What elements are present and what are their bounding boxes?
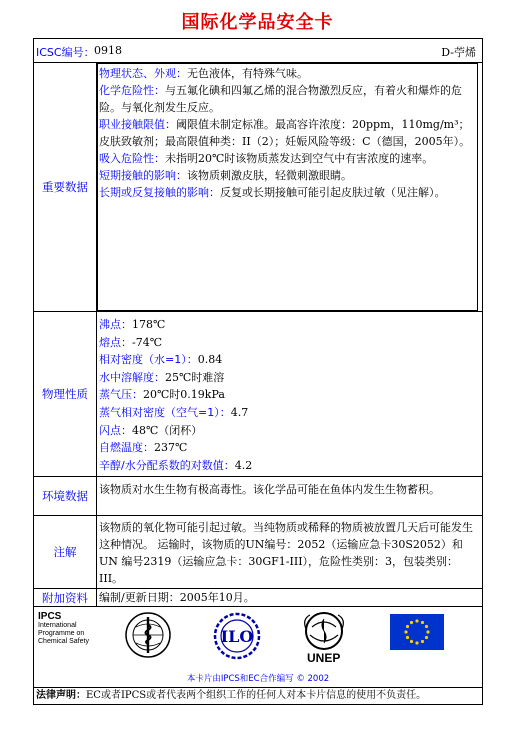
property-label: 水中溶解度：	[99, 370, 165, 384]
exposure-limit-line	[99, 116, 477, 150]
property-label: 自燃温度：	[99, 441, 154, 455]
property-value: 20℃时0.19kPa	[143, 388, 225, 402]
property-boiling-point	[99, 316, 477, 334]
section-label-additional: 附加资料	[34, 589, 97, 606]
card-title: 国际化学品安全卡	[181, 12, 334, 33]
ilo-emblem-icon	[212, 611, 262, 661]
legal-notice	[36, 687, 480, 704]
property-vapour-pressure	[99, 386, 477, 404]
inhalation-label: 吸入危险性：	[99, 152, 165, 165]
unep-label: UNEP	[307, 651, 341, 665]
ipcs-line: Programme on	[38, 630, 85, 637]
section-label-environment: 环境数据	[34, 477, 97, 515]
notes-text: 该物质的氧化物可能引起过敏。当纯物质或稀释的物质被放置几天后可能发生这种情况。 运输时，该物质的UN编号：2052（运输应急卡30S2052）和UN 编号2319（运输应急卡：30GF1-III），危险性类别：3，包装类别：III。	[99, 521, 473, 585]
safety-card	[33, 38, 483, 705]
section-label-important: 重要数据	[34, 63, 97, 311]
property-value: 0.84	[197, 353, 223, 367]
appearance-text: 无色液体，有特殊气味。	[187, 67, 308, 80]
property-label: 沸点：	[99, 318, 132, 331]
section-label-physical: 物理性质	[34, 312, 97, 476]
exposure-limit-text: 阈限值未制定标准。最高容许浓度：20ppm，110mg/m³；皮肤致敏剂；最高限值种类：II（2）；妊娠风险等级：C（德国，2005年）。	[99, 118, 471, 148]
additional-section	[34, 589, 482, 607]
notes-section	[34, 516, 482, 589]
long-term-line	[99, 184, 477, 201]
physical-properties-list	[98, 314, 477, 474]
chemical-name: D-苧烯	[441, 46, 476, 59]
short-term-text: 该物质刺激皮肤，轻微刺激眼睛。	[187, 169, 352, 182]
long-term-label: 长期或反复接触的影响：	[99, 186, 220, 199]
environment-text: 该物质对水生生物有极高毒性。该化学品可能在鱼体内发生生物蓄积。	[99, 483, 440, 496]
property-value: 48℃（闭杯）	[132, 423, 203, 437]
legal-text: EC或者IPCS或者代表两个组织工作的任何人对本卡片信息的使用不负责任。	[86, 690, 427, 701]
credit-line: 本卡片由IPCS和EC合作编写 © 2002	[186, 674, 330, 684]
property-log-pow	[99, 457, 477, 475]
property-autoignition	[99, 439, 477, 457]
physical-properties-section	[34, 312, 482, 477]
property-value: -74℃	[132, 335, 163, 349]
property-value: 4.2	[234, 458, 253, 472]
svg-text:ILO: ILO	[220, 627, 254, 646]
property-label: 相对密度（水=1）：	[99, 353, 198, 367]
property-value: 178℃	[132, 318, 166, 331]
ipcs-line: International	[38, 622, 77, 629]
important-data-section	[34, 63, 482, 312]
long-term-text: 反复或长期接触可能引起皮肤过敏（见注解）。	[220, 186, 446, 199]
ipcs-title: IPCS	[38, 611, 62, 622]
chemical-hazard-label: 化学危险性：	[99, 84, 165, 97]
appearance-line	[99, 65, 477, 82]
property-label: 闪点：	[99, 423, 132, 437]
short-term-label: 短期接触的影响：	[99, 169, 187, 182]
appearance-label: 物理状态、外观：	[99, 67, 187, 80]
property-label: 熔点：	[99, 335, 132, 349]
property-value: 25℃时难溶	[165, 370, 225, 384]
inhalation-text: 未指明20℃时该物质蒸发达到空气中有害浓度的速率。	[165, 152, 434, 165]
icsc-number: 0918	[94, 44, 122, 57]
icsc-label: ICSC编号：	[36, 46, 95, 59]
environment-section	[34, 477, 482, 516]
important-data-text	[98, 63, 477, 201]
property-melting-point	[99, 334, 477, 352]
header-row	[34, 39, 482, 63]
logo-bar	[34, 607, 482, 688]
property-value: 237℃	[154, 441, 188, 455]
ipcs-logo	[38, 613, 89, 646]
section-label-notes: 注解	[34, 516, 97, 588]
property-label: 辛醇/水分配系数的对数值：	[99, 458, 235, 472]
eu-flag-icon	[390, 614, 444, 650]
property-relative-density	[99, 351, 477, 369]
additional-text: 编制/更新日期：2005年10月。	[99, 591, 255, 604]
who-emblem-icon	[124, 611, 172, 659]
short-term-line	[99, 167, 477, 184]
chemical-hazard-line	[99, 82, 477, 116]
property-value: 4.7	[230, 405, 249, 419]
property-flash-point	[99, 422, 477, 440]
exposure-limit-label: 职业接触限值：	[99, 118, 176, 131]
ipcs-line: Chemical Safety	[38, 638, 89, 645]
property-label: 蒸气相对密度（空气=1）：	[99, 405, 231, 419]
legal-label: 法律声明：	[36, 690, 86, 701]
property-label: 蒸气压：	[99, 388, 143, 402]
chemical-hazard-text: 与五氟化碘和四氟乙烯的混合物激烈反应，有着火和爆炸的危险。与氧化剂发生反应。	[99, 84, 462, 114]
property-water-solubility	[99, 369, 477, 387]
property-vapour-density	[99, 404, 477, 422]
inhalation-line	[99, 150, 477, 167]
